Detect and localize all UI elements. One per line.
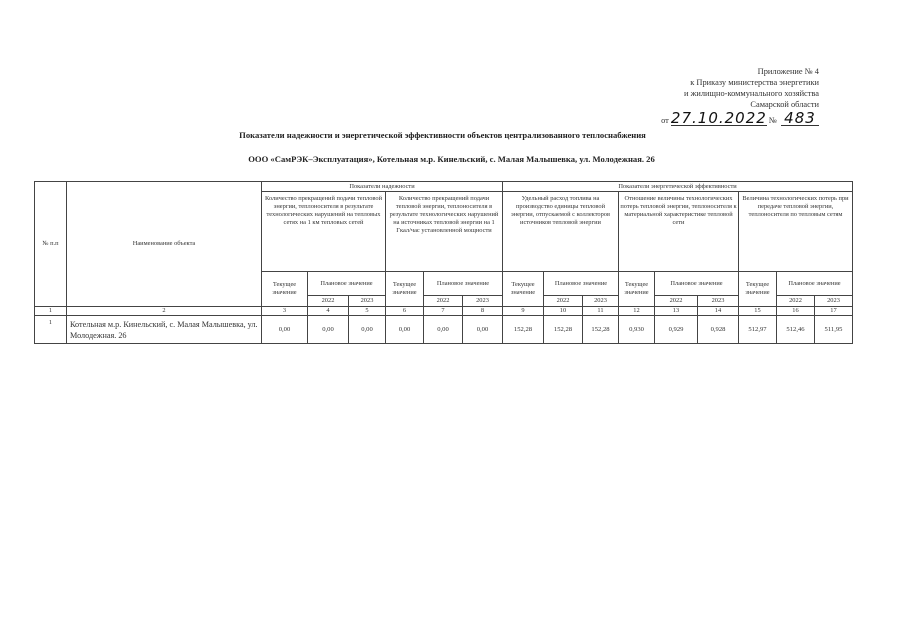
column-number: 2 [67,307,262,316]
appendix-block [661,66,819,126]
row-value: 152,28 [503,316,544,344]
document-subtitle: ООО «СамРЭК–Эксплуатация», Котельная м.р. Кинельский, с. Малая Малышевка, ул. Молодежная. 26 [248,154,655,164]
header-indicator-2: Количество прекращений подачи тепловой энергии, теплоносителя в результате технологических нарушений на источниках тепловой энергии на 1 Гкал/час установленной мощности [386,192,503,272]
column-number: 14 [698,307,739,316]
row-value: 0,930 [619,316,655,344]
header-year-2022: 2022 [424,296,463,307]
appendix-line2: к Приказу министерства энергетики [690,78,819,87]
row-value: 0,00 [463,316,503,344]
order-date-number [661,109,819,127]
header-planned-2: Плановое значение [424,272,503,296]
header-num: № п.п [35,182,67,307]
column-number: 16 [777,307,815,316]
header-indicator-4: Отношение величины технологических потерь тепловой энергии, теплоносителя к материальной характеристике тепловой сети [619,192,739,272]
header-year-2023: 2023 [463,296,503,307]
row-object-name: Котельная м.р. Кинельский, с. Малая Малышевка, ул. Молодежная. 26 [67,316,262,344]
appendix-line3: и жилищно-коммунального хозяйства [684,89,819,98]
column-number-row [35,307,853,316]
handwritten-date: 27.10.2022 [670,109,767,127]
appendix-line1: Приложение № 4 [757,67,819,76]
row-value: 152,28 [583,316,619,344]
column-number: 17 [815,307,853,316]
row-value: 0,929 [655,316,698,344]
row-value: 512,97 [739,316,777,344]
header-planned-5: Плановое значение [777,272,853,296]
header-indicator-5: Величина технологических потерь при передаче тепловой энергии, теплоносителя по тепловым сетям [739,192,853,272]
header-year-2022: 2022 [544,296,583,307]
header-efficiency-group: Показатели энергетической эффективности [503,182,853,192]
column-number: 10 [544,307,583,316]
header-year-2023: 2023 [815,296,853,307]
row-value: 0,00 [424,316,463,344]
header-planned-4: Плановое значение [655,272,739,296]
column-number: 13 [655,307,698,316]
header-indicator-3: Удельный расход топлива на производство единицы тепловой энергии, отпускаемой с коллекторов источников тепловой энергии [503,192,619,272]
handwritten-number: 483 [781,112,819,126]
header-current-3: Текущее значение [503,272,544,307]
header-year-2023: 2023 [583,296,619,307]
table-row [35,316,853,344]
row-value: 0,00 [262,316,308,344]
header-planned-3: Плановое значение [544,272,619,296]
row-value: 0,00 [386,316,424,344]
header-current-1: Текущее значение [262,272,308,307]
header-name: Наименование объекта [67,182,262,307]
header-current-4: Текущее значение [619,272,655,307]
header-year-2022: 2022 [308,296,349,307]
column-number: 7 [424,307,463,316]
column-number: 11 [583,307,619,316]
row-value: 0,00 [308,316,349,344]
row-value: 511,95 [815,316,853,344]
column-number: 4 [308,307,349,316]
header-current-2: Текущее значение [386,272,424,307]
header-year-2022: 2022 [777,296,815,307]
row-value: 512,46 [777,316,815,344]
column-number: 15 [739,307,777,316]
column-number: 8 [463,307,503,316]
header-year-2023: 2023 [698,296,739,307]
document-title: Показатели надежности и энергетической эффективности объектов централизованного теплоснабжения [239,130,646,140]
number-prefix: № [768,116,777,125]
header-year-2023: 2023 [349,296,386,307]
row-num: 1 [35,316,67,344]
column-number: 1 [35,307,67,316]
column-number: 12 [619,307,655,316]
indicators-table [34,181,853,344]
row-value: 152,28 [544,316,583,344]
column-number: 3 [262,307,308,316]
date-prefix: от [661,116,669,125]
header-indicator-1: Количество прекращений подачи тепловой энергии, теплоносителя в результате технологических нарушений на тепловых сетях на 1 км тепловых сетей [262,192,386,272]
header-planned-1: Плановое значение [308,272,386,296]
header-year-2022: 2022 [655,296,698,307]
column-number: 6 [386,307,424,316]
header-current-5: Текущее значение [739,272,777,307]
row-value: 0,928 [698,316,739,344]
row-value: 0,00 [349,316,386,344]
column-number: 5 [349,307,386,316]
column-number: 9 [503,307,544,316]
appendix-line4: Самарской области [750,100,819,109]
header-reliability-group: Показатели надежности [262,182,503,192]
